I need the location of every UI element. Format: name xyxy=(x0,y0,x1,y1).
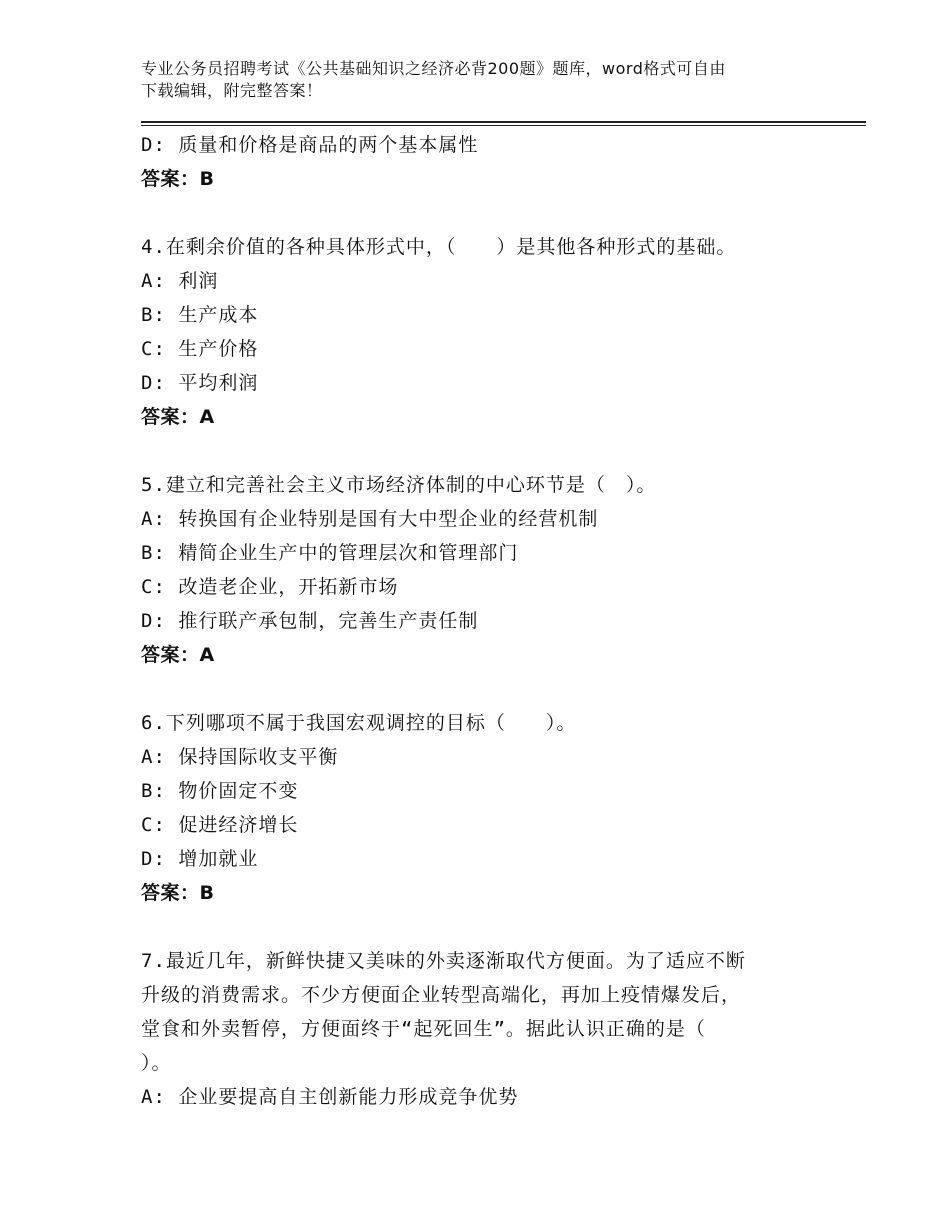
option-b: B: 生产成本 xyxy=(141,304,259,326)
question-stem-line-1: 7.最近几年，新鲜快捷又美味的外卖逐渐取代方便面。为了适应不断 xyxy=(141,950,746,972)
option-a: A: 利润 xyxy=(141,270,219,292)
option-c: C: 改造老企业，开拓新市场 xyxy=(141,576,399,598)
option-c: C: 促进经济增长 xyxy=(141,814,299,836)
question-stem: 6.下列哪项不属于我国宏观调控的目标（ ）。 xyxy=(141,712,577,734)
option-b: B: 精简企业生产中的管理层次和管理部门 xyxy=(141,542,519,564)
q3-option-d: D: 质量和价格是商品的两个基本属性 xyxy=(141,134,479,156)
option-d: D: 推行联产承包制，完善生产责任制 xyxy=(141,610,479,632)
question-content xyxy=(141,128,801,1114)
option-a: A: 转换国有企业特别是国有大中型企业的经营机制 xyxy=(141,508,599,530)
question-stem-line-4: ）。 xyxy=(141,1052,172,1074)
question-stem: 5.建立和完善社会主义市场经济体制的中心环节是（ ）。 xyxy=(141,474,657,496)
header-rule-thin xyxy=(141,125,866,126)
option-a: A: 保持国际收支平衡 xyxy=(141,746,339,768)
question-block-5 xyxy=(141,468,801,672)
question-stem-line-3: 堂食和外卖暂停，方便面终于“起死回生”。据此认识正确的是（ xyxy=(141,1018,706,1040)
header-line-2: 下载编辑，附完整答案！ xyxy=(141,81,323,100)
answer: 答案：A xyxy=(141,406,215,428)
option-d: D: 平均利润 xyxy=(141,372,259,394)
question-stem-line-2: 升级的消费需求。不少方便面企业转型高端化，再加上疫情爆发后， xyxy=(141,984,742,1006)
answer: 答案：B xyxy=(141,882,215,904)
option-b: B: 物价固定不变 xyxy=(141,780,299,802)
spacer xyxy=(141,196,801,230)
option-c: C: 生产价格 xyxy=(141,338,259,360)
option-a: A: 企业要提高自主创新能力形成竞争优势 xyxy=(141,1086,519,1108)
question-block-6 xyxy=(141,706,801,910)
header-rule-thick xyxy=(141,121,866,123)
question-block-7 xyxy=(141,944,801,1114)
page-header xyxy=(141,58,811,102)
spacer xyxy=(141,434,801,468)
question-block-4 xyxy=(141,230,801,434)
option-d: D: 增加就业 xyxy=(141,848,259,870)
spacer xyxy=(141,910,801,944)
answer: 答案：A xyxy=(141,644,215,666)
header-line-1: 专业公务员招聘考试《公共基础知识之经济必背200题》题库，word格式可自由 xyxy=(141,59,726,78)
spacer xyxy=(141,672,801,706)
question-stem: 4.在剩余价值的各种具体形式中，（ ）是其他各种形式的基础。 xyxy=(141,236,737,258)
q3-answer: 答案：B xyxy=(141,168,215,190)
